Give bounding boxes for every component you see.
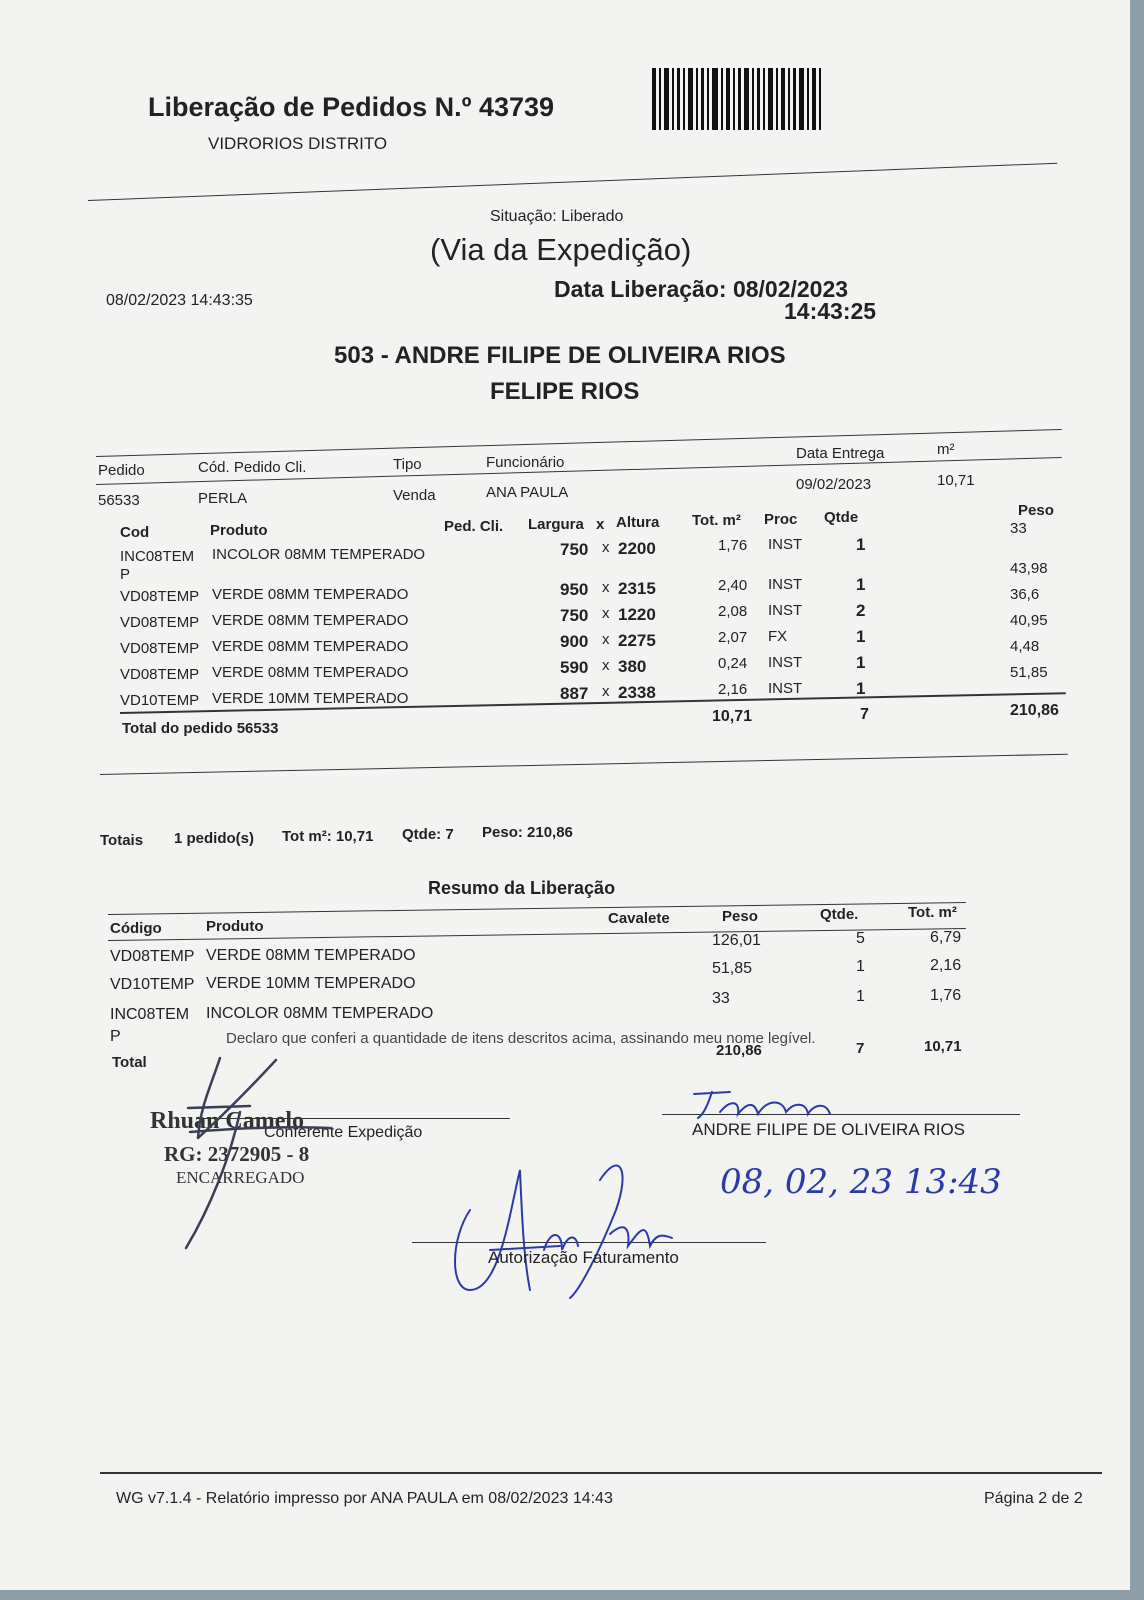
client-signature-name: ANDRE FILIPE DE OLIVEIRA RIOS	[692, 1120, 966, 1139]
via-label: (Via da Expedição)	[430, 232, 692, 267]
item-cod-continued: P	[120, 566, 131, 583]
item-cod: INC08TEM	[120, 548, 195, 565]
order-header-top-line	[96, 429, 1062, 457]
item-proc: INST	[768, 576, 803, 594]
autorizacao-label: Autorização Faturamento	[488, 1248, 679, 1267]
item-altura: 2315	[618, 579, 656, 599]
items-col-largura: Largura	[528, 516, 584, 533]
items-col-cod: Cod	[120, 524, 150, 541]
resumo-codigo: VD10TEMP	[110, 976, 195, 993]
resumo-qtde: 5	[856, 929, 865, 947]
resumo-col-qtde: Qtde.	[820, 906, 859, 923]
company-name: VIDRORIOS DISTRITO	[208, 134, 388, 153]
resumo-col-tot-m2: Tot. m²	[908, 904, 957, 921]
resumo-total-qtde: 7	[856, 1040, 865, 1057]
item-cod: VD08TEMP	[120, 614, 200, 631]
item-tot-m2: 2,08	[718, 603, 748, 621]
item-largura: 750	[560, 606, 589, 626]
item-produto: VERDE 08MM TEMPERADO	[212, 586, 409, 604]
resumo-title: Resumo da Liberação	[428, 878, 616, 898]
item-cod: VD08TEMP	[120, 666, 200, 683]
item-peso: 36,6	[1010, 585, 1040, 603]
col-data-entrega: Data Entrega	[796, 445, 885, 462]
footer-line	[100, 1472, 1102, 1474]
item-proc: FX	[768, 628, 788, 646]
totais-label: Totais	[100, 832, 144, 849]
resumo-total-peso: 210,86	[716, 1042, 762, 1059]
item-produto: VERDE 08MM TEMPERADO	[212, 664, 409, 682]
item-proc: INST	[768, 536, 803, 554]
client-alias: FELIPE RIOS	[490, 378, 640, 405]
item-produto: VERDE 10MM TEMPERADO	[212, 690, 409, 708]
data-liberacao-time: 14:43:25	[784, 298, 877, 324]
items-col-tot-m2: Tot. m²	[692, 512, 741, 529]
document-title: Liberação de Pedidos N.º 43739	[148, 92, 555, 122]
footer-left: WG v7.1.4 - Relatório impresso por ANA PAULA em 08/02/2023 14:43	[116, 1490, 613, 1507]
item-altura: 2275	[618, 631, 656, 651]
print-datetime: 08/02/2023 14:43:35	[106, 292, 253, 309]
footer-page: Página 2 de 2	[984, 1490, 1083, 1507]
item-tot-m2: 2,40	[718, 577, 748, 595]
totais-peso: Peso: 210,86	[482, 824, 573, 841]
resumo-total-m2: 10,71	[924, 1038, 962, 1055]
items-col-proc: Proc	[764, 511, 798, 528]
item-peso: 43,98	[1010, 559, 1048, 577]
val-funcionario: ANA PAULA	[486, 484, 569, 501]
item-altura: 1220	[618, 605, 656, 625]
item-x: x	[602, 605, 610, 623]
resumo-peso: 33	[712, 989, 730, 1007]
item-largura: 950	[560, 580, 589, 600]
item-produto: VERDE 08MM TEMPERADO	[212, 638, 409, 656]
resumo-tot-m2: 1,76	[930, 986, 962, 1004]
resumo-tot-m2: 2,16	[930, 956, 962, 974]
item-qtde: 1	[856, 652, 866, 672]
items-col-altura: Altura	[616, 514, 660, 531]
item-x: x	[602, 657, 610, 675]
item-cod: VD10TEMP	[120, 692, 200, 709]
val-pedido: 56533	[98, 492, 140, 509]
item-largura: 750	[560, 540, 589, 560]
declaracao-text: Declaro que conferi a quantidade de itens descritos acima, assinando meu nome legível.	[226, 1030, 816, 1047]
header-divider	[88, 163, 1057, 201]
resumo-total-label: Total	[112, 1054, 147, 1071]
item-proc: INST	[768, 654, 803, 672]
item-altura: 2338	[618, 683, 656, 703]
item-qtde: 1	[856, 626, 866, 646]
conferente-label: Conferente Expedição	[264, 1124, 423, 1141]
item-peso: 33	[1010, 519, 1027, 537]
section-divider	[100, 754, 1068, 775]
item-peso: 51,85	[1010, 663, 1048, 681]
totais-pedidos: 1 pedido(s)	[174, 830, 255, 847]
resumo-produto: VERDE 10MM TEMPERADO	[206, 974, 416, 992]
items-col-ped-cli: Ped. Cli.	[444, 518, 504, 535]
data-liberacao: Data Liberação: 08/02/2023	[554, 276, 849, 302]
items-col-produto: Produto	[210, 522, 268, 539]
resumo-col-produto: Produto	[206, 918, 264, 935]
item-produto: INCOLOR 08MM TEMPERADO	[212, 546, 426, 564]
resumo-qtde: 1	[856, 987, 865, 1005]
item-tot-m2: 1,76	[718, 537, 748, 555]
order-total-m2: 10,71	[712, 708, 753, 725]
resumo-peso: 126,01	[712, 931, 761, 949]
client-name: 503 - ANDRE FILIPE DE OLIVEIRA RIOS	[334, 342, 786, 369]
item-tot-m2: 2,07	[718, 629, 748, 647]
items-col-x: x	[596, 516, 605, 533]
item-tot-m2: 0,24	[718, 655, 748, 673]
col-tipo: Tipo	[393, 456, 422, 473]
item-qtde: 1	[856, 678, 866, 698]
resumo-codigo: INC08TEM	[110, 1006, 190, 1023]
item-cod: VD08TEMP	[120, 640, 200, 657]
col-cod-pedido-cli: Cód. Pedido Cli.	[198, 459, 307, 476]
resumo-codigo-continued: P	[110, 1028, 121, 1045]
order-total-peso: 210,86	[1010, 702, 1059, 719]
resumo-produto: INCOLOR 08MM TEMPERADO	[206, 1004, 434, 1022]
item-tot-m2: 2,16	[718, 681, 748, 699]
resumo-produto: VERDE 08MM TEMPERADO	[206, 946, 416, 964]
resumo-qtde: 1	[856, 957, 865, 975]
item-qtde: 2	[856, 600, 866, 620]
item-peso: 40,95	[1010, 611, 1048, 629]
item-x: x	[602, 579, 610, 597]
item-altura: 2200	[618, 539, 656, 559]
resumo-tot-m2: 6,79	[930, 928, 962, 946]
item-largura: 590	[560, 658, 589, 678]
val-data-entrega: 09/02/2023	[796, 476, 872, 493]
item-x: x	[602, 539, 610, 557]
item-cod: VD08TEMP	[120, 588, 200, 605]
col-m2: m²	[937, 441, 955, 458]
totais-qtde: Qtde: 7	[402, 826, 454, 843]
item-proc: INST	[768, 602, 803, 620]
item-altura: 380	[618, 657, 647, 677]
resumo-peso: 51,85	[712, 959, 753, 977]
conferente-signature	[180, 1048, 350, 1258]
col-pedido: Pedido	[98, 462, 145, 479]
val-m2: 10,71	[937, 472, 975, 489]
autorizacao-signature	[450, 1150, 690, 1300]
totais-m2: Tot m²: 10,71	[282, 828, 374, 845]
items-col-peso: Peso	[1018, 502, 1054, 519]
resumo-codigo: VD08TEMP	[110, 948, 195, 965]
barcode-icon	[652, 68, 832, 132]
item-x: x	[602, 631, 610, 649]
item-qtde: 1	[856, 574, 866, 594]
item-produto: VERDE 08MM TEMPERADO	[212, 612, 409, 630]
item-largura: 887	[560, 684, 589, 704]
resumo-col-cavalete: Cavalete	[608, 910, 670, 927]
stamp-role: ENCARREGADO	[176, 1168, 305, 1187]
order-total-label: Total do pedido 56533	[122, 720, 279, 737]
val-tipo: Venda	[393, 487, 436, 504]
item-x: x	[602, 683, 610, 701]
item-peso: 4,48	[1010, 637, 1040, 655]
situacao: Situação: Liberado	[490, 208, 624, 225]
resumo-col-peso: Peso	[722, 908, 758, 925]
col-funcionario: Funcionário	[486, 454, 565, 471]
item-qtde: 1	[856, 534, 866, 554]
items-col-qtde: Qtde	[824, 509, 859, 526]
val-cod-pedido-cli: PERLA	[198, 490, 248, 507]
resumo-col-codigo: Código	[110, 920, 162, 937]
stamp-name: Rhuan Camelo	[150, 1108, 305, 1134]
stamp-rg: RG: 2372905 - 8	[164, 1142, 310, 1166]
item-largura: 900	[560, 632, 589, 652]
client-signature	[690, 1084, 840, 1124]
item-proc: INST	[768, 680, 803, 698]
handwritten-date: 08, 02, 23 13:43	[720, 1162, 1002, 1202]
order-total-qtde: 7	[860, 706, 869, 723]
